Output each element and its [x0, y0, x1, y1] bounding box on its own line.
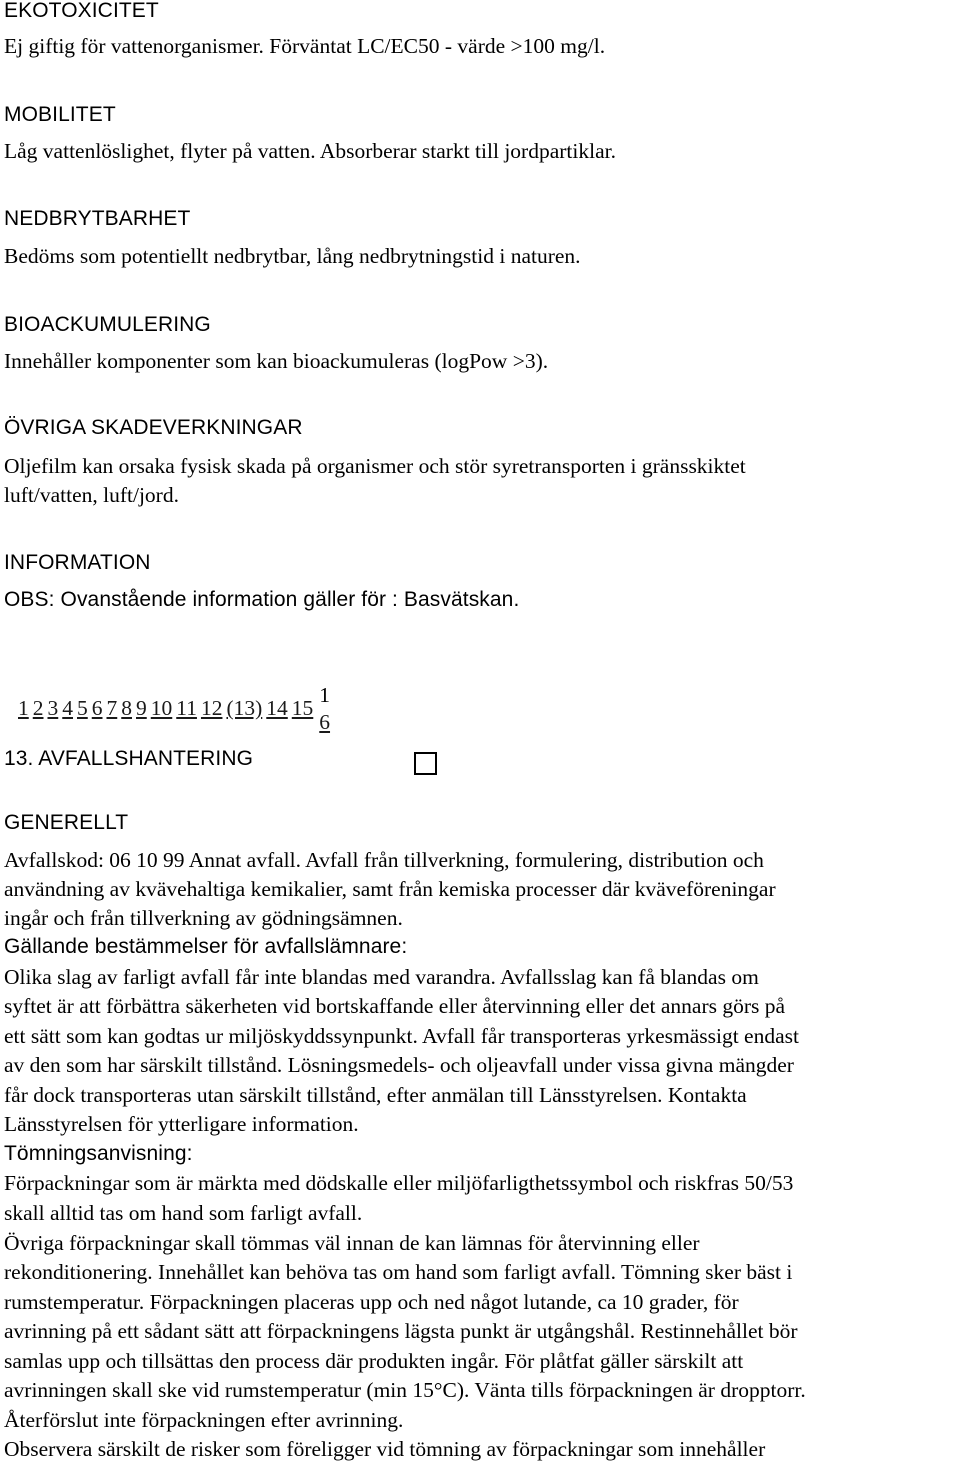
pager-link-16-top: 1: [319, 683, 331, 707]
waste-line: Återförslut inte förpackningen efter avrinning.: [4, 1408, 404, 1432]
waste-line: [4, 845, 764, 875]
waste-line: ett sätt som kan godtas ur miljöskyddssynpunkt. Avfall får transporteras yrkesmässigt endast: [4, 1024, 799, 1048]
section-heading-bioackumulering: BIOACKUMULERING: [4, 313, 211, 336]
section-heading-ekotoxicitet: EKOTOXICITET: [4, 0, 159, 22]
waste-code: Avfallskod: 06 10 99 Annat avfall.: [4, 848, 301, 872]
section-body-line: Oljefilm kan orsaka fysisk skada på organismer och stör syretransporten i gränsskiktet: [4, 454, 746, 478]
waste-line: avrinning på ett sådant sätt att förpackningens lägsta punkt är utgångshål. Restinnehållet bör: [4, 1319, 798, 1343]
waste-line: Observera särskilt de risker som föreligger vid tömning av förpackningar som innehåller: [4, 1437, 766, 1461]
pager-link-9[interactable]: 9: [136, 696, 147, 720]
section-heading-nedbrytbarhet: NEDBRYTBARHET: [4, 207, 191, 230]
waste-line: får dock transporteras utan särskilt tillstånd, efter anmälan till Länsstyrelsen. Kontakta: [4, 1083, 747, 1107]
pager-link-1[interactable]: 1: [18, 696, 29, 720]
waste-line: av den som har särskilt tillstånd. Lösningsmedels- och oljeavfall under vissa givna mängder: [4, 1053, 794, 1077]
waste-line: avrinningen skall ske vid rumstemperatur (min 15°C). Vänta tills förpackningen är dropptorr.: [4, 1378, 806, 1402]
pager-link-15[interactable]: 15: [291, 696, 314, 720]
waste-subheading: Gällande bestämmelser för avfallslämnare:: [4, 935, 408, 958]
pager-link-12[interactable]: 12: [200, 696, 223, 720]
pager-link-14[interactable]: 14: [266, 696, 288, 720]
pager-link-10[interactable]: 10: [150, 696, 173, 720]
waste-line: användning av kvävehaltiga kemikalier, samt från kemiska processer där kväveföreningar: [4, 877, 776, 901]
section-body-line: Ej giftig för vattenorganismer. Förväntat LC/EC50 - värde >100 mg/l.: [4, 34, 606, 58]
section-body-line: OBS: Ovanstående information gäller för : Basvätskan.: [4, 588, 520, 611]
pager-link-16-bottom[interactable]: 6: [319, 710, 331, 734]
waste-line: rekonditionering. Innehållet kan behöva tas om hand som farligt avfall. Tömning sker bäst i: [4, 1260, 793, 1284]
waste-line: Förpackningar som är märkta med dödskalle eller miljöfarligthetssymbol och riskfras 50/53: [4, 1171, 794, 1195]
section-13-title: 13. AVFALLSHANTERING: [4, 747, 254, 770]
section-heading-information: INFORMATION: [4, 551, 151, 574]
pager-link-13-current[interactable]: (13): [226, 696, 263, 720]
waste-line: samlas upp och tillsättas den process där produkten ingår. För plåtfat gäller särskilt att: [4, 1349, 744, 1373]
waste-line: skall alltid tas om hand som farligt avfall.: [4, 1201, 363, 1225]
pager-link-7[interactable]: 7: [106, 696, 118, 720]
pager-link-5[interactable]: 5: [77, 696, 88, 720]
section-13-subheading: GENERELLT: [4, 811, 129, 834]
pager-link-4[interactable]: 4: [62, 696, 73, 720]
section-heading-mobilitet: MOBILITET: [4, 103, 116, 126]
waste-line: Övriga förpackningar skall tömmas väl innan de kan lämnas för återvinning eller: [4, 1231, 700, 1255]
pager-link-3[interactable]: 3: [47, 696, 59, 720]
section-pager: [18, 682, 330, 744]
section-body-line: Låg vattenlöslighet, flyter på vatten. Absorberar starkt till jordpartiklar.: [4, 139, 616, 163]
pager-link-2[interactable]: 2: [32, 696, 44, 720]
waste-code-rest: Avfall från tillverkning, formulering, distribution och: [300, 848, 764, 872]
checkbox-icon[interactable]: [414, 752, 437, 775]
pager-link-16[interactable]: [319, 682, 330, 736]
waste-subheading: Tömningsanvisning:: [4, 1142, 193, 1165]
section-body-line: luft/vatten, luft/jord.: [4, 483, 179, 507]
waste-line: Länsstyrelsen för ytterligare information.: [4, 1112, 359, 1136]
waste-line: syftet är att förbättra säkerheten vid bortskaffande eller återvinning eller det annars görs på: [4, 994, 786, 1018]
pager-link-6[interactable]: 6: [91, 696, 103, 720]
pager-link-8[interactable]: 8: [121, 696, 132, 720]
section-body-line: Innehåller komponenter som kan bioackumuleras (logPow >3).: [4, 349, 549, 373]
pager-link-11[interactable]: 11: [176, 696, 197, 720]
waste-line: ingår och från tillverkning av gödningsämnen.: [4, 906, 403, 930]
waste-line: rumstemperatur. Förpackningen placeras upp och ned något lutande, ca 10 grader, för: [4, 1290, 739, 1314]
section-heading-ovriga-skadeverkningar: ÖVRIGA SKADEVERKNINGAR: [4, 416, 303, 439]
waste-line: Olika slag av farligt avfall får inte blandas med varandra. Avfallsslag kan få blandas om: [4, 965, 759, 989]
section-body-line: Bedöms som potentiellt nedbrytbar, lång nedbrytningstid i naturen.: [4, 244, 581, 268]
